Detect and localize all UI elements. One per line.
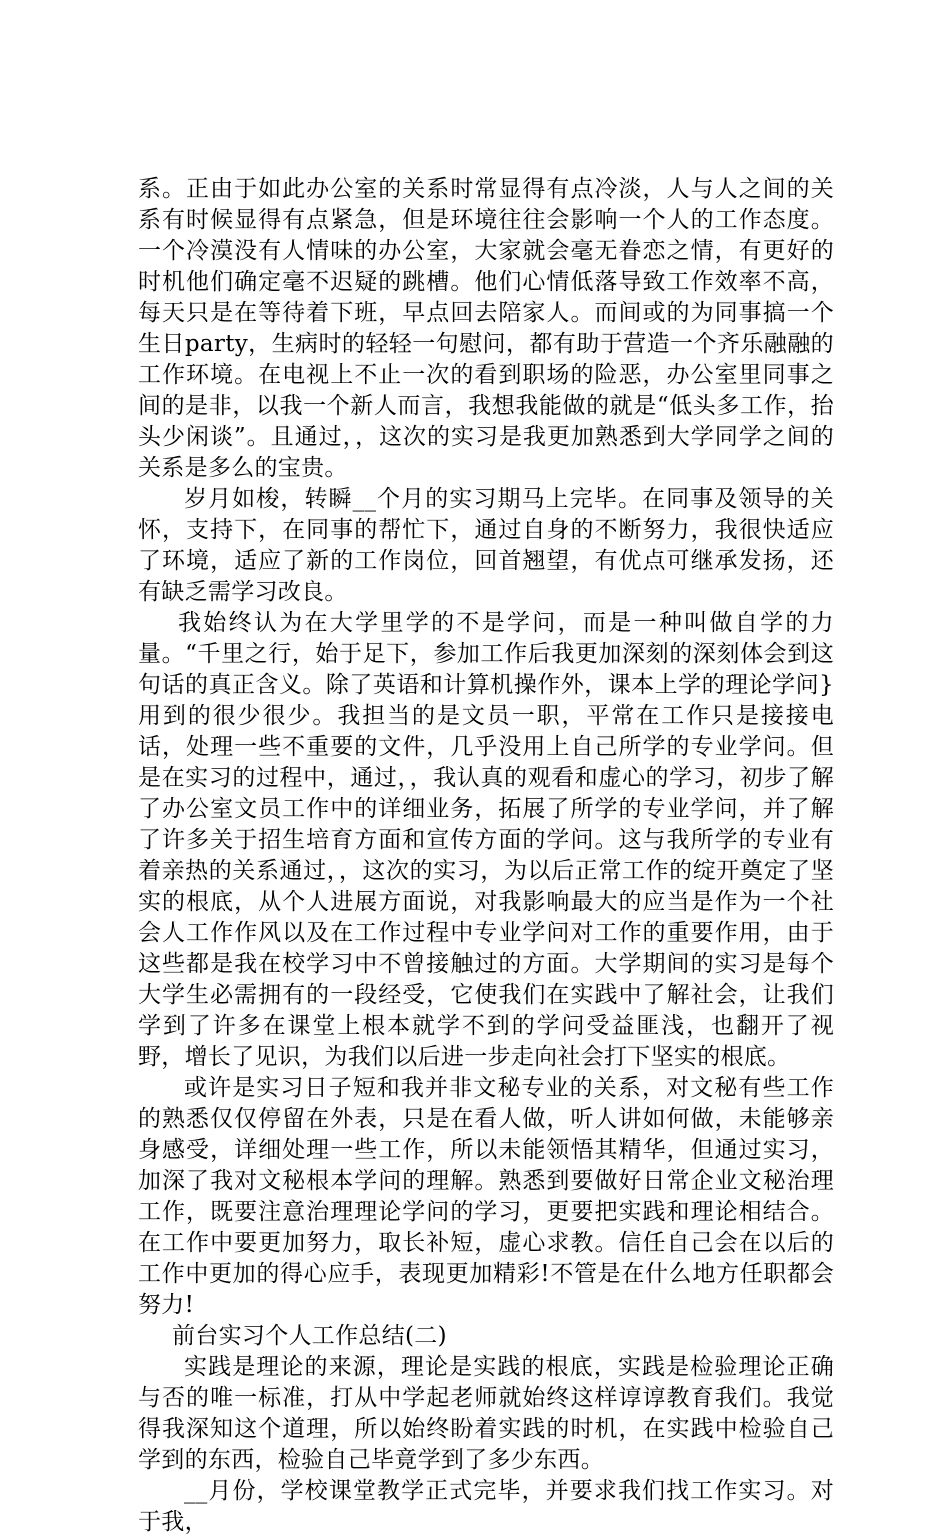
paragraph-internship-start: __月份，学校课堂教学正式完毕，并要求我们找工作实习。对于我， xyxy=(138,1478,834,1535)
paragraph-months-passed: 岁月如梭，转瞬__个月的实习期马上完毕。在同事及领导的关怀，支持下，在同事的帮忙下，通过自身的不断努力，我很快适应了环境，适应了新的工作岗位，回首翘望，有优点可继承发扬，还有缺乏需学习改良。 xyxy=(138,486,834,605)
paragraph-self-learning: 我始终认为在大学里学的不是学问，而是一种叫做自学的力量。“千里之行，始于足下，参加工作后我更加深刻的深刻体会到这句话的真正含义。除了英语和计算机操作外，课本上学的理论学问}用到的很少很少。我担当的是文员一职，平常在工作只是接接电话，处理一些不重要的文件，几乎没用上自己所学的专业学问。但是在实习的过程中，通过，，我认真的观看和虚心的学习，初步了解了办公室文员工作中的详细业务，拓展了所学的专业学问，并了解了许多关于招生培育方面和宣传方面的学问。这与我所学的专业有着亲热的关系通过，，这次的实习，为以后正常工作的绽开奠定了坚实的根底，从个人进展方面说，对我影响最大的应当是作为一个社会人工作作风以及在工作过程中专业学问对工作的重要作用，由于这些都是我在校学习中不曾接触过的方面。大学期间的实习是每个大学生必需拥有的一段经受，它使我们在实践中了解社会，让我们学到了许多在课堂上根本就学不到的学问受益匪浅，也翻开了视野，增长了见识，为我们以后进一步走向社会打下坚实的根底。 xyxy=(138,610,834,1070)
paragraph-secretary-work: 或许是实习日子短和我并非文秘专业的关系，对文秘有些工作的熟悉仅仅停留在外表，只是在看人做，听人讲如何做，未能够亲身感受，详细处理一些工作，所以未能领悟其精华，但通过实习，加深了我对文秘根本学问的理解。熟悉到要做好日常企业文秘治理工作，既要注意治理理论学问的学习，更要把实践和理论相结合。在工作中要更加努力，取长补短，虚心求教。信任自己会在以后的工作中更加的得心应手，表现更加精彩!不管是在什么地方任职都会努力! xyxy=(138,1075,834,1318)
section-heading: 前台实习个人工作总结(二) xyxy=(172,1323,447,1349)
paragraph-practice-theory: 实践是理论的来源，理论是实践的根底，实践是检验理论正确与否的唯一标准，打从中学起老师就始终这样谆谆教育我们。我觉得我深知这个道理，所以始终盼着实践的时机，在实践中检验自己学到的东西，检验自己毕竟学到了多少东西。 xyxy=(138,1354,834,1473)
document-body xyxy=(138,174,834,1538)
paragraph-continuation: 系。正由于如此办公室的关系时常显得有点冷淡，人与人之间的关系有时候显得有点紧急，但是环境往往会影响一个人的工作态度。一个冷漠没有人情味的办公室，大家就会毫无眷恋之情，有更好的时机他们确定毫不迟疑的跳槽。他们心情低落导致工作效率不高，每天只是在等待着下班，早点回去陪家人。而间或的为同事搞一个生日party，生病时的轻轻一句慰问，都有助于营造一个齐乐融融的工作环境。在电视上不止一次的看到职场的险恶，办公室里同事之间的是非，以我一个新人而言，我想我能做的就是“低头多工作，抬头少闲谈”。且通过，，这次的实习是我更加熟悉到大学同学之间的关系是多么的宝贵。 xyxy=(138,176,834,481)
